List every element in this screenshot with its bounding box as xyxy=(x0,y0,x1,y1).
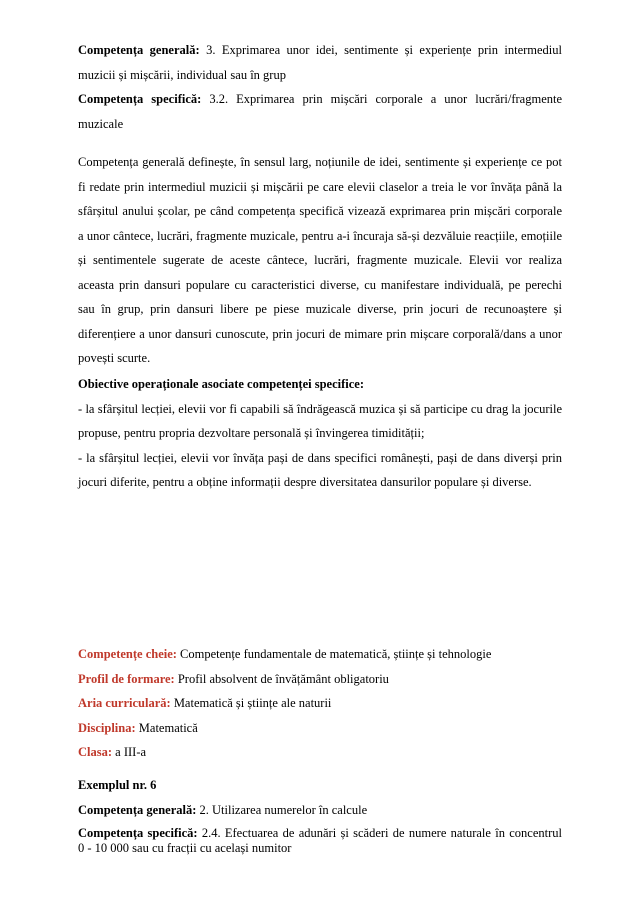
paragraph-line: diferențiere a unor dansuri cunoscute, prin jocuri de mimare prin mișcare corporală/dans a unor xyxy=(78,326,562,341)
curricular-area-value: Matematică și științe ale naturii xyxy=(173,696,332,710)
example-specific-value: 2.4. Efectuarea de adunări și scăderi de numere naturale în concentrul xyxy=(201,826,562,840)
example-title: Exemplul nr. 6 xyxy=(78,778,157,792)
specific-competence-label: Competența specifică: xyxy=(78,92,202,106)
general-competence-cont: muzicii și mișcării, individual sau în grup xyxy=(78,67,286,82)
class-value: a III-a xyxy=(115,745,147,759)
key-competences-value: Competențe fundamentale de matematică, științe și tehnologie xyxy=(180,647,492,661)
discipline-label: Disciplina: xyxy=(78,720,136,735)
class-label: Clasa: xyxy=(78,745,113,759)
paragraph-line: fi redate prin intermediul muzicii și mișcării pe care elevii claselor a treia le vor învăța până la xyxy=(78,179,562,194)
specific-competence-line xyxy=(78,87,562,112)
objectives-heading: Obiective operaționale asociate competenței specifice: xyxy=(78,377,365,391)
paragraph-line: a unor cântece, lucrări, fragmente muzicale, pentru a-i încuraja să-și dezvăluie reacțiile, emoțiile xyxy=(78,228,562,243)
example-specific-label: Competența specifică: xyxy=(78,826,198,840)
paragraph-line: sau în grup, prin dansuri libere pe piese muzicale diverse, prin jocuri de recunoaștere și xyxy=(78,302,562,316)
example-general-line xyxy=(78,798,562,823)
profile-line xyxy=(78,667,562,692)
discipline-value: Matematică xyxy=(138,720,198,735)
objective-line: jocuri diferite, pentru a obține informații despre diversitatea dansurilor populare și diverse. xyxy=(78,475,532,489)
specific-competence-cont: muzicale xyxy=(78,116,124,131)
example-specific-cont: 0 - 10 000 sau cu fracții cu același numitor xyxy=(78,841,292,855)
explanation-paragraph xyxy=(78,150,562,371)
objective-line: - la sfârșitul lecției, elevii vor fi capabili să îndrăgească muzica și să participe cu drag la jocurile xyxy=(78,401,562,416)
curricular-area-label: Aria curriculară: xyxy=(78,696,171,710)
specific-competence-text: 3.2. Exprimarea prin mișcări corporale a unor lucrări/fragmente xyxy=(209,92,563,106)
paragraph-line: sfârșitul anului școlar, pe când competența specifică vizează exprimarea prin mișcări corporale xyxy=(78,204,562,218)
paragraph-line: aceasta prin dansuri populare cu caracteristici diverse, cu manifestare individuală, pe perechi xyxy=(78,277,562,292)
key-competences-line xyxy=(78,642,562,667)
general-competence-label: Competența generală: xyxy=(78,43,200,57)
example-specific-line xyxy=(78,826,562,841)
class-line xyxy=(78,740,562,765)
objective-line: - la sfârșitul lecției, elevii vor învăța pași de dans specifici românești, pași de dans diverși prin xyxy=(78,450,562,465)
discipline-line xyxy=(78,716,562,741)
example-general-label: Competența generală: xyxy=(78,802,197,817)
objective-line: propuse, pentru propria dezvoltare personală și învingerea timidității; xyxy=(78,426,425,440)
paragraph-line: Competența generală definește, în sensul larg, noțiunile de idei, sentimente și experiențe ce pot xyxy=(78,155,562,169)
top-competences xyxy=(78,38,562,136)
curricular-area-line xyxy=(78,691,562,716)
example-general-value: 2. Utilizarea numerelor în calcule xyxy=(199,802,368,817)
example-specific-block xyxy=(78,826,562,856)
paragraph-line: și sentimentele sugerate de aceste cântece, lucrări, fragmente muzicale. Elevii vor realiza xyxy=(78,253,562,267)
general-competence-line xyxy=(78,38,562,63)
paragraph-line: povești scurte. xyxy=(78,351,151,365)
objectives-section xyxy=(78,372,562,495)
general-competence-text: 3. Exprimarea unor idei, sentimente și experiențe prin intermediul xyxy=(206,43,563,57)
example-section xyxy=(78,773,562,856)
meta-section xyxy=(78,642,562,765)
profile-label: Profil de formare: xyxy=(78,671,175,686)
key-competences-label: Competențe cheie: xyxy=(78,647,177,661)
profile-value: Profil absolvent de învățământ obligatoriu xyxy=(177,671,389,686)
